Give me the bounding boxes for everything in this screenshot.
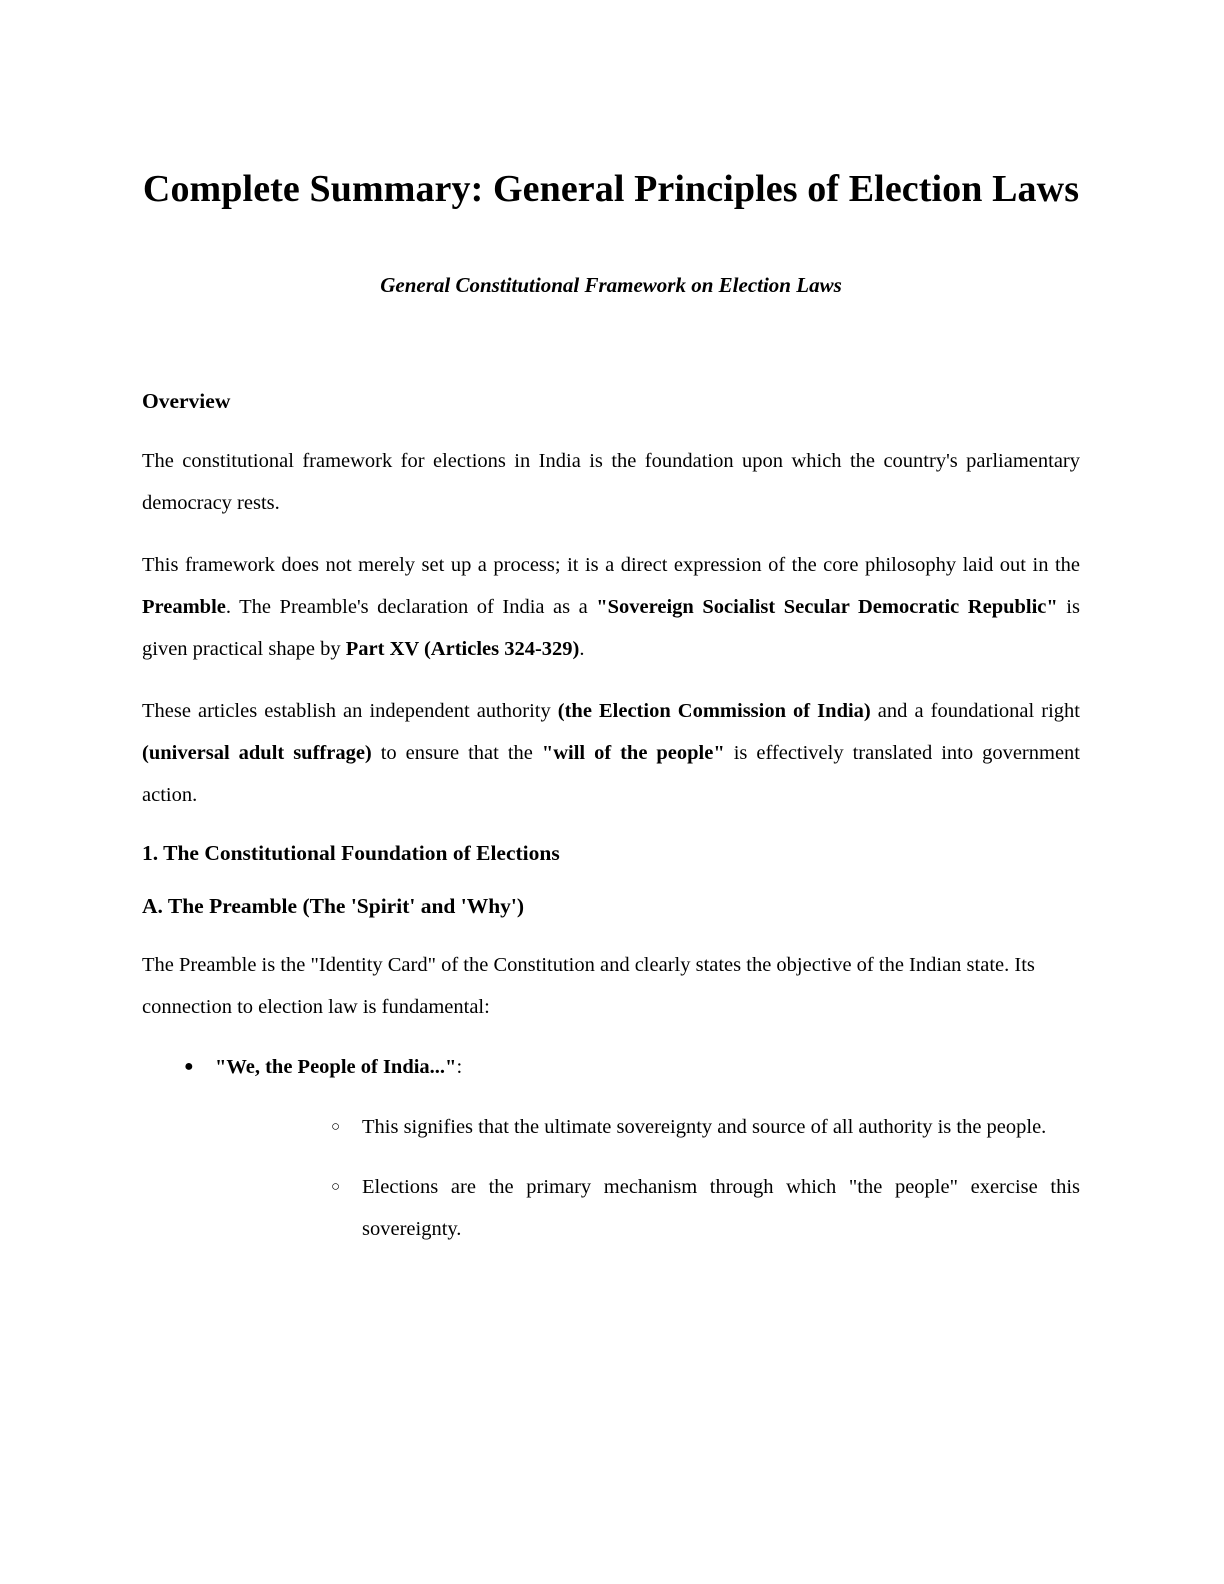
- bullet-label-suffix: :: [456, 1056, 463, 1079]
- bullet-circle-icon: ○: [331, 1178, 341, 1196]
- sub-bullet-text: This signifies that the ultimate sovereignty and source of all authority is the people.: [362, 1116, 1047, 1139]
- overview-paragraph-1: The constitutional framework for elections in India is the foundation upon which the country's parliamentary democracy rests.: [142, 449, 1080, 514]
- preamble-bullet-list: [142, 1046, 1080, 1250]
- list-item: [142, 1046, 1080, 1250]
- para2-bold-preamble: Preamble: [142, 595, 226, 618]
- section-1-heading: 1. The Constitutional Foundation of Elections: [142, 840, 560, 865]
- para2-text-4: .: [579, 637, 585, 660]
- overview-heading: Overview: [142, 389, 231, 414]
- page-title: Complete Summary: General Principles of Election Laws: [142, 168, 1080, 210]
- preamble-sub-bullet-list: [215, 1106, 1080, 1250]
- list-item: [215, 1166, 1080, 1250]
- bullet-disc-icon: ●: [184, 1058, 194, 1076]
- bullet-circle-icon: ○: [331, 1118, 341, 1136]
- sub-bullet-text: Elections are the primary mechanism through which "the people" exercise this sovereignty.: [362, 1176, 1080, 1241]
- para3-text-1: These articles establish an independent authority: [142, 699, 558, 722]
- para3-bold-will: "will of the people": [541, 741, 725, 764]
- para3-text-2: and a foundational right: [870, 699, 1081, 722]
- bullet-label: [215, 1046, 1080, 1088]
- list-item: [215, 1106, 1080, 1148]
- para3-bold-eci: (the Election Commission of India): [557, 699, 871, 722]
- para2-bold-partxv: Part XV (Articles 324-329): [345, 637, 580, 660]
- subsection-a-heading: A. The Preamble (The 'Spirit' and 'Why'): [142, 893, 525, 918]
- para3-text-4: is effectively translated into government action.: [142, 741, 1080, 806]
- document-content: [142, 0, 1080, 1250]
- subsection-a-intro: The Preamble is the "Identity Card" of the Constitution and clearly states the objective of the Indian state. Its connection to election law is fundamental:: [142, 954, 1035, 1019]
- page-subtitle: General Constitutional Framework on Election Laws: [380, 273, 842, 298]
- para2-bold-republic: "Sovereign Socialist Secular Democratic Republic": [596, 595, 1058, 618]
- para2-text-2: . The Preamble's declaration of India as a: [225, 595, 597, 618]
- para2-text-1: This framework does not merely set up a process; it is a direct expression of the core philosophy laid out in the: [142, 553, 1080, 576]
- bullet-label-text: "We, the People of India...": [215, 1056, 457, 1079]
- para3-bold-suffrage: (universal adult suffrage): [142, 741, 372, 764]
- overview-paragraph-3: [142, 690, 1080, 816]
- overview-paragraph-2: [142, 544, 1080, 670]
- para2-text-3: is given practical shape by: [142, 595, 1080, 660]
- para3-text-3: to ensure that the: [371, 741, 542, 764]
